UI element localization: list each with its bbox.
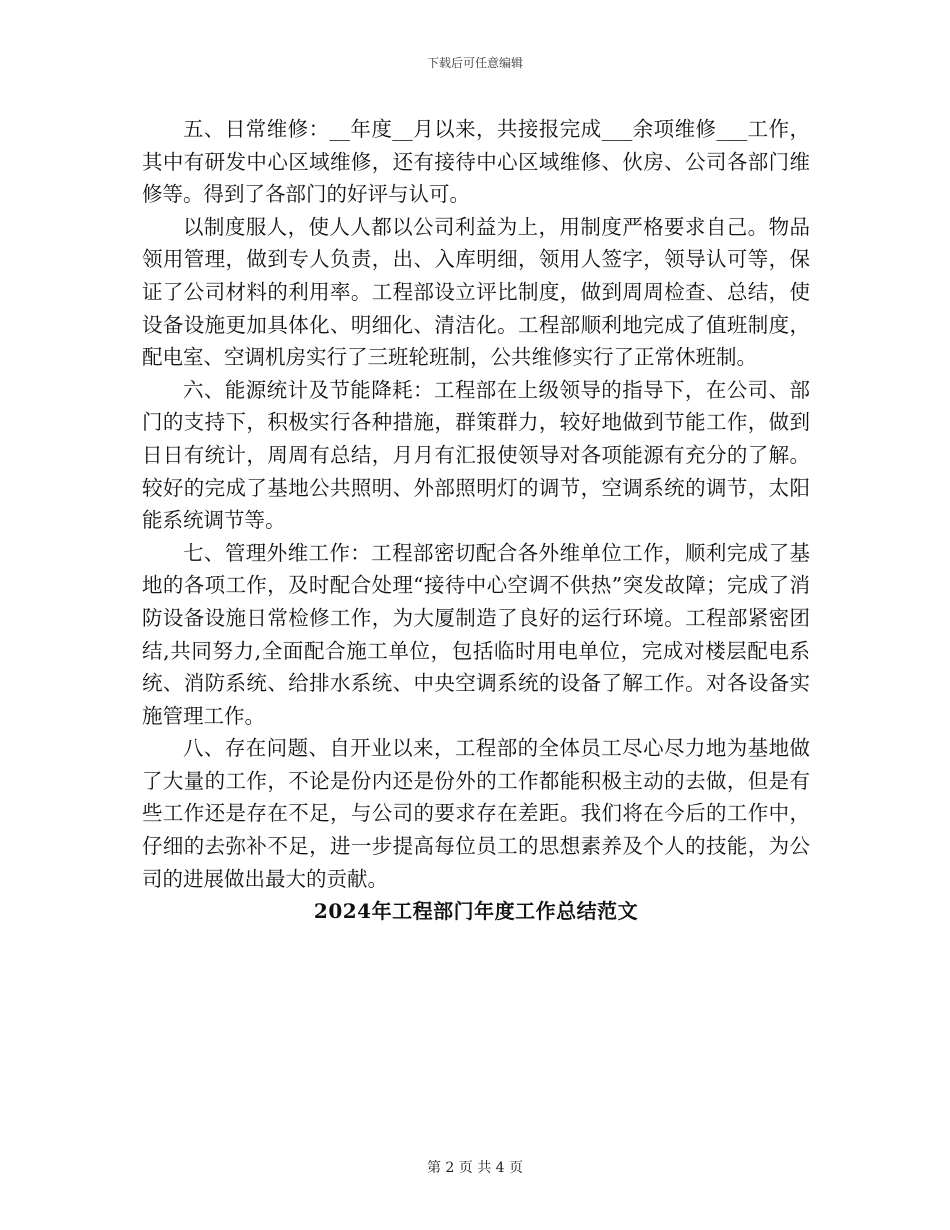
page-number: 第 2 页 共 4 页 xyxy=(426,1160,524,1176)
paragraph-daily-maintenance: 五、日常维修：__年度__月以来，共接报完成___余项维修___工作，其中有研发中心区域维修，还有接待中心区域维修、伙房、公司各部门维修等。得到了各部门的好评与认可。 xyxy=(142,117,810,207)
paragraph-existing-problems: 八、存在问题、自开业以来，工程部的全体员工尽心尽力地为基地做了大量的工作，不论是份内还是份外的工作都能积极主动的去做，但是有些工作还是存在不足，与公司的要求存在差距。我们将在今后的工作中，仔细的去弥补不足，进一步提高每位员工的思想素养及个人的技能，为公司的进展做出最大的贡献。 xyxy=(142,736,810,891)
paragraph-external-maintenance: 七、管理外维工作：工程部密切配合各外维单位工作，顺利完成了基地的各项工作，及时配合处理“接待中心空调不供热”突发故障；完成了消防设备设施日常检修工作，为大厦制造了良好的运行环境。工程部紧密团结,共同努力,全面配合施工单位，包括临时用电单位，完成对楼层配电系统、消防系统、给排水系统、中央空调系统的设备了解工作。对各设备实施管理工作。 xyxy=(142,540,810,728)
next-document-title: 2024年工程部门年度工作总结范文 xyxy=(313,899,639,924)
paragraph-energy-saving: 六、能源统计及节能降耗：工程部在上级领导的指导下，在公司、部门的支持下，积极实行各种措施，群策群力，较好地做到节能工作，做到日日有统计，周周有总结，月月有汇报使领导对各项能源有充分的了解。较好的完成了基地公共照明、外部照明灯的调节，空调系统的调节，太阳能系统调节等。 xyxy=(142,377,810,533)
document-body xyxy=(142,113,810,928)
paragraph-management-system: 以制度服人，使人人都以公司利益为上，用制度严格要求自己。物品领用管理，做到专人负责，出、入库明细，领用人签字，领导认可等，保证了公司材料的利用率。工程部设立评比制度，做到周周检查、总结，使设备设施更加具体化、明细化、清洁化。工程部顺利地完成了值班制度，配电室、空调机房实行了三班轮班制，公共维修实行了正常休班制。 xyxy=(142,214,810,370)
page-header: 下载后可任意编辑 xyxy=(426,56,523,70)
